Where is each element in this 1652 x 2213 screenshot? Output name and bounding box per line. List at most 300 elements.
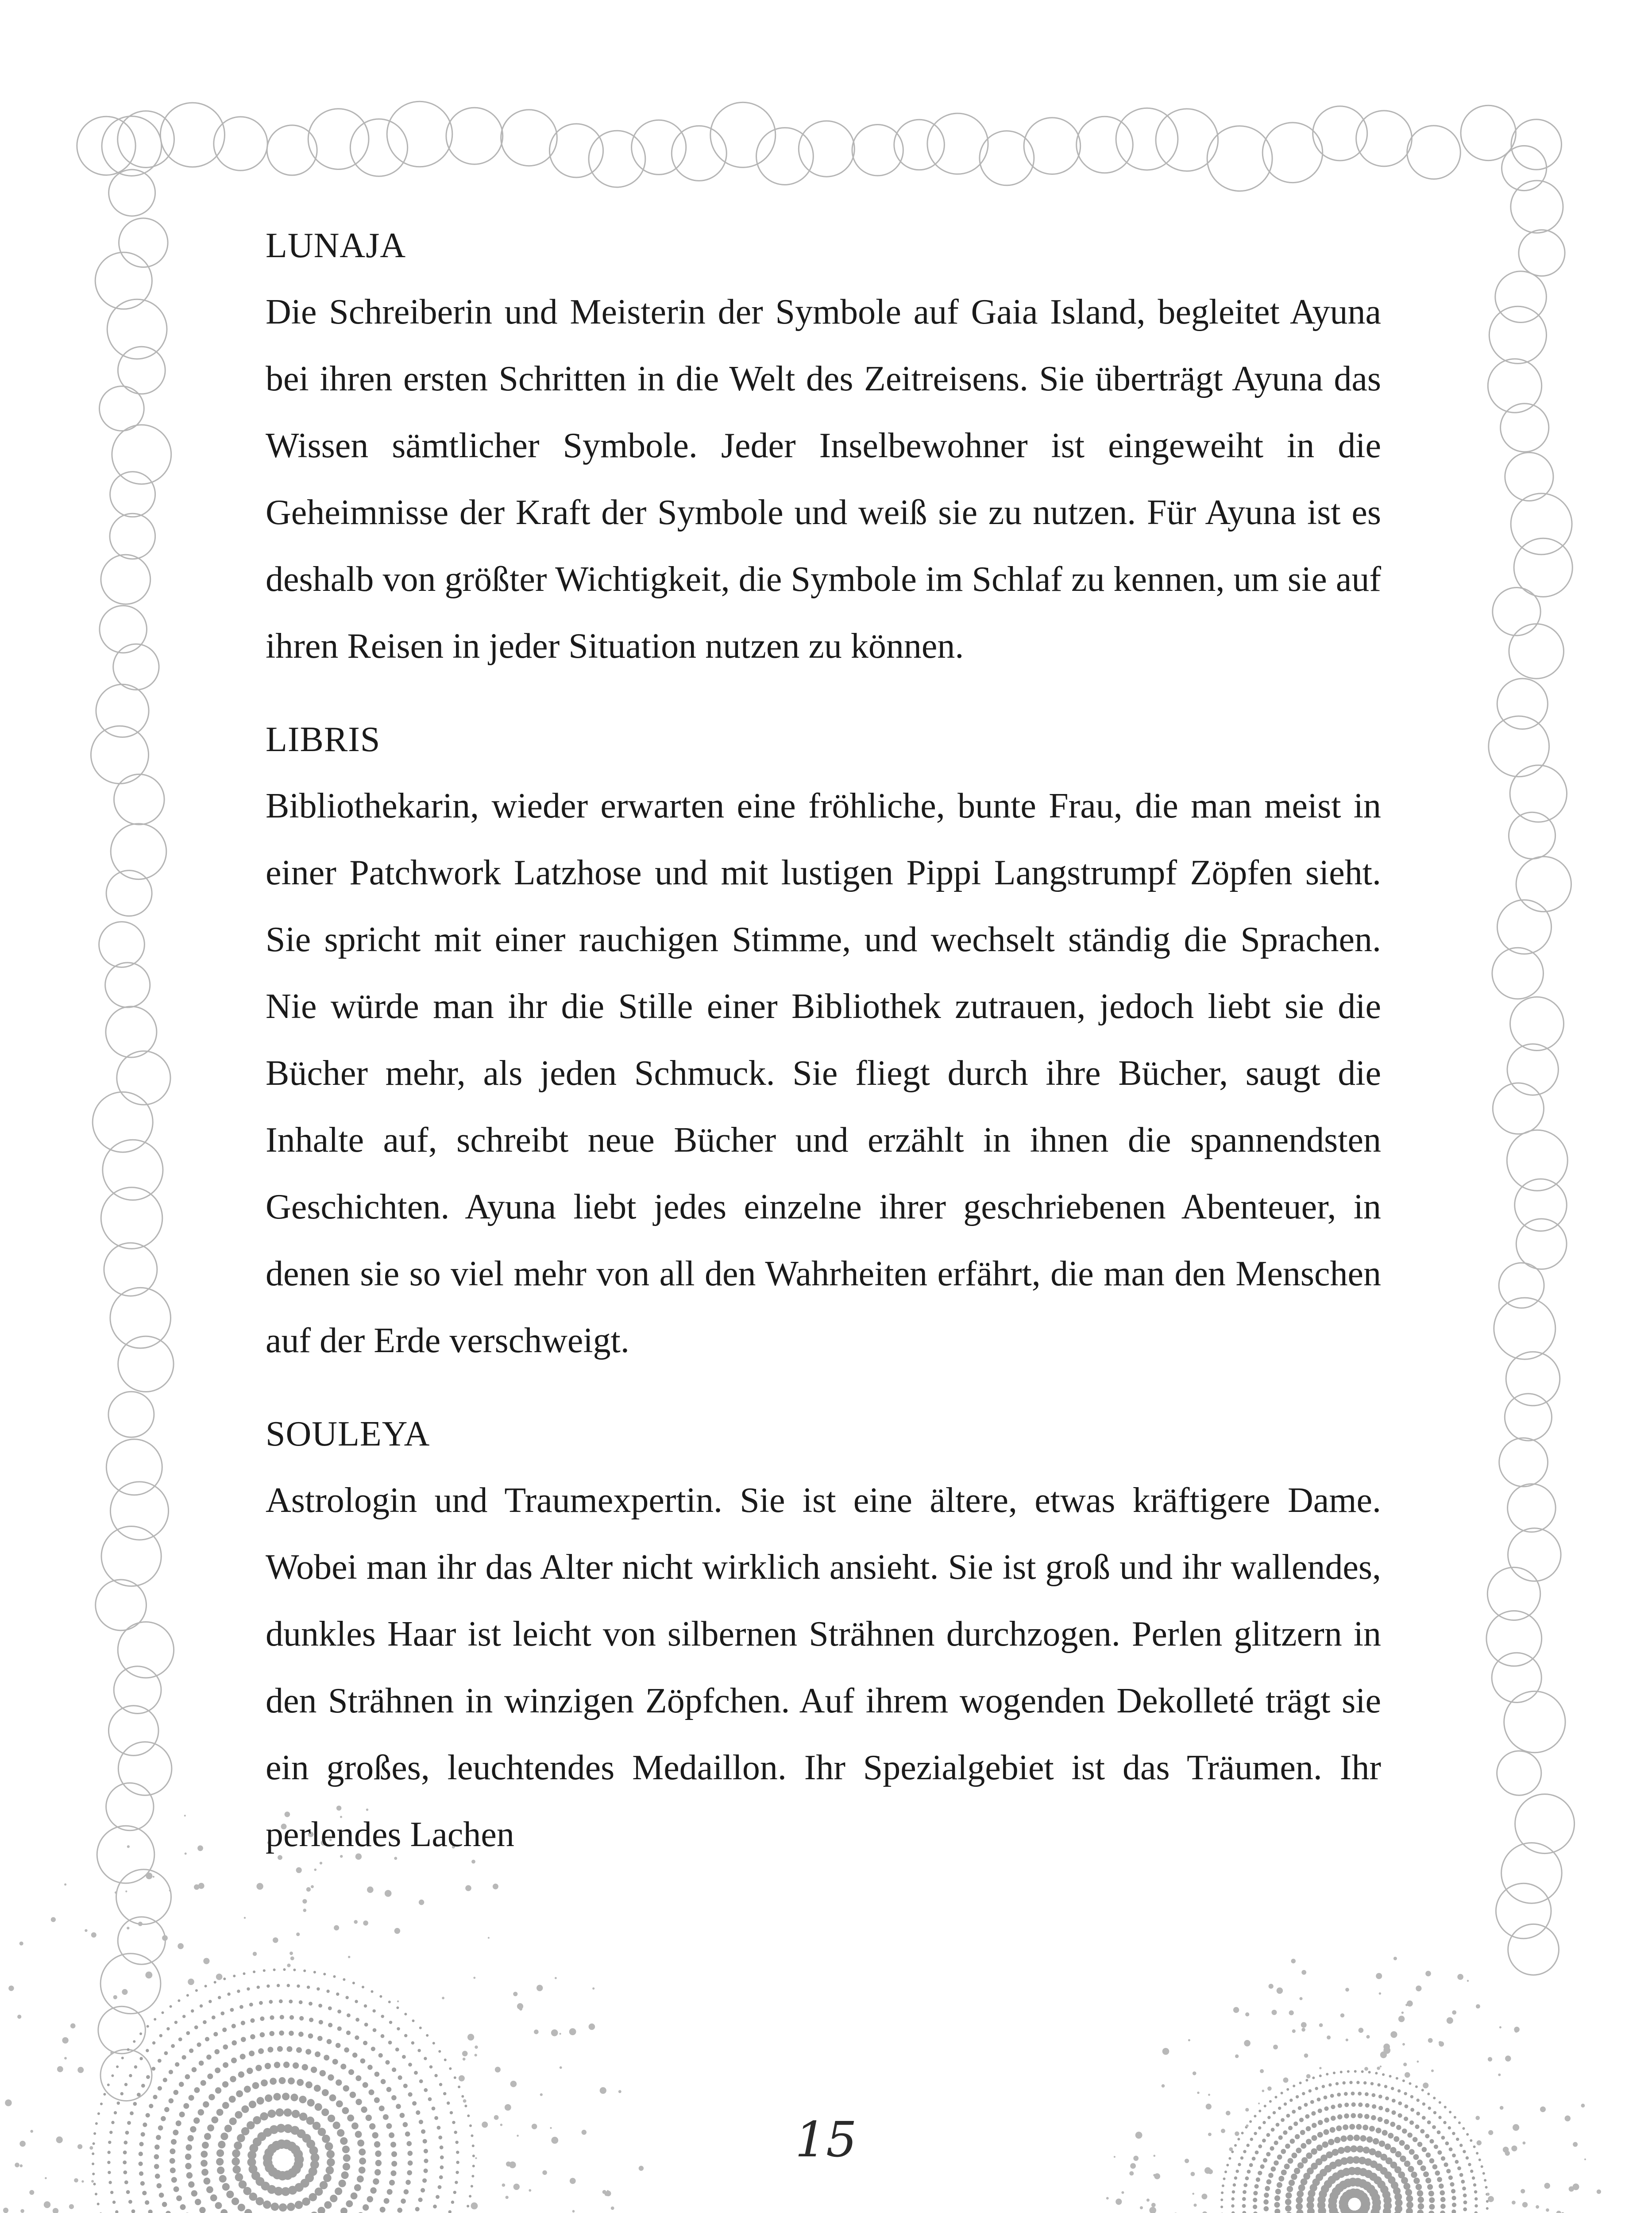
ornament-circle — [506, 2196, 509, 2199]
ornament-circle — [131, 2209, 135, 2213]
ornament-circle — [51, 1917, 56, 1922]
ornament-circle — [1405, 2105, 1409, 2109]
ornament-circle — [354, 1920, 358, 1924]
ornament-circle — [163, 2078, 167, 2082]
ornament-circle — [142, 2191, 147, 2195]
ornament-circle — [116, 2066, 119, 2068]
ornament-circle — [241, 2037, 246, 2042]
ornament-circle — [324, 2201, 332, 2209]
ornament-circle — [1505, 1394, 1552, 1441]
ornament-circle — [127, 1845, 130, 1848]
ornament-circle — [267, 2047, 273, 2052]
ornament-circle — [439, 2083, 442, 2086]
ornament-circle — [1347, 2070, 1350, 2073]
ornament-circle — [1268, 2173, 1274, 2178]
ornament-circle — [501, 110, 557, 166]
ornament-circle — [1361, 2199, 1370, 2209]
ornament-circle — [315, 2051, 320, 2057]
ornament-circle — [355, 2000, 358, 2003]
ornament-circle — [322, 2089, 329, 2096]
ornament-circle — [339, 2180, 346, 2187]
ornament-circle — [374, 2072, 380, 2077]
ornament-circle — [363, 2041, 367, 2045]
ornament-circle — [110, 1288, 171, 1348]
ornament-circle — [417, 2049, 421, 2052]
ornament-circle — [274, 2062, 280, 2068]
ornament-circle — [362, 1986, 364, 1989]
ornament-circle — [1515, 1794, 1575, 1854]
ornament-circle — [257, 1986, 260, 1989]
ornament-circle — [1106, 2197, 1109, 2200]
ornament-circle — [197, 2043, 201, 2047]
ornament-circle — [549, 124, 603, 177]
ornament-circle — [134, 2065, 137, 2068]
ornament-circle — [222, 2183, 230, 2190]
ornament-circle — [178, 1943, 184, 1949]
ornament-circle — [464, 2105, 467, 2107]
ornament-circle — [424, 2057, 427, 2060]
ornament-circle — [1302, 2092, 1305, 2095]
ornament-circle — [1463, 2207, 1467, 2211]
ornament-circle — [1499, 1263, 1544, 1308]
ornament-circle — [1283, 2078, 1289, 2083]
ornament-circle — [1401, 2012, 1404, 2014]
ornament-circle — [1231, 2204, 1234, 2207]
ornament-circle — [1482, 2172, 1485, 2175]
ornament-circle — [133, 2102, 137, 2106]
ornament-circle — [471, 2175, 474, 2178]
ornament-circle — [1221, 2191, 1224, 2194]
ornament-circle — [112, 2201, 116, 2204]
ornament-circle — [155, 2174, 160, 2179]
ornament-circle — [1300, 1997, 1303, 2000]
ornament-circle — [239, 2005, 243, 2009]
ornament-circle — [1231, 2211, 1235, 2213]
ornament-circle — [1277, 2182, 1282, 2188]
ornament-circle — [1220, 2205, 1223, 2208]
ornament-circle — [1344, 2103, 1349, 2107]
ornament-circle — [1556, 2211, 1561, 2213]
ornament-circle — [1285, 2192, 1292, 2198]
ornament-circle — [1375, 2072, 1378, 2074]
ornament-circle — [1391, 2087, 1394, 2090]
ornament-circle — [279, 1999, 283, 2003]
ornament-circle — [174, 2090, 179, 2095]
ornament-circle — [297, 2079, 304, 2086]
ornament-circle — [263, 2201, 271, 2209]
ornament-circle — [91, 1932, 96, 1938]
ornament-circle — [188, 2181, 194, 2187]
ornament-circle — [1236, 2170, 1239, 2173]
ornament-circle — [371, 2047, 375, 2051]
ornament-circle — [309, 2167, 317, 2176]
ornament-circle — [1497, 1751, 1541, 1795]
ornament-circle — [1129, 2171, 1134, 2176]
ornament-circle — [64, 2057, 67, 2059]
ornament-circle — [117, 1051, 170, 1105]
ornament-circle — [1447, 2017, 1453, 2024]
ornament-circle — [1273, 2045, 1278, 2050]
ornament-circle — [1439, 2101, 1441, 2104]
ornament-circle — [317, 2036, 323, 2041]
ornament-circle — [407, 2170, 412, 2175]
ornament-circle — [287, 1984, 290, 1987]
ornament-circle — [146, 2075, 150, 2079]
ornament-circle — [1516, 1219, 1567, 1269]
ornament-circle — [1511, 181, 1563, 233]
ornament-circle — [1385, 2097, 1389, 2101]
ornament-circle — [1393, 1957, 1397, 1960]
ornament-circle — [290, 2093, 298, 2101]
ornament-circle — [207, 2074, 213, 2079]
ornament-circle — [373, 2178, 379, 2185]
ornament-circle — [214, 1981, 216, 1984]
ornament-circle — [53, 2208, 58, 2213]
ornament-circle — [1351, 2102, 1356, 2107]
ornament-circle — [8, 1986, 14, 1991]
ornament-circle — [215, 2087, 221, 2093]
ornament-circle — [1262, 2090, 1265, 2092]
ornament-circle — [1292, 2029, 1296, 2033]
ornament-circle — [388, 2001, 391, 2003]
ornament-circle — [1499, 2026, 1501, 2028]
ornament-circle — [118, 1336, 174, 1392]
ornament-circle — [398, 2075, 402, 2080]
ornament-circle — [606, 2191, 611, 2197]
ornament-circle — [461, 2095, 464, 2098]
ornament-circle — [1188, 2039, 1190, 2041]
ornament-circle — [1398, 2101, 1402, 2105]
ornament-circle — [20, 2209, 24, 2213]
ornament-circle — [179, 2082, 184, 2087]
ornament-circle — [302, 2064, 308, 2070]
ornament-circle — [348, 1956, 350, 1958]
ornament-circle — [189, 2095, 194, 2101]
ornament-circle — [405, 2180, 411, 2185]
ornament-circle — [153, 2095, 157, 2099]
ornament-circle — [1452, 2196, 1456, 2200]
ornament-circle — [133, 2040, 135, 2043]
ornament-circle — [191, 2190, 197, 2197]
ornament-circle — [1489, 716, 1549, 777]
ornament-circle — [147, 2025, 149, 2028]
ornament-circle — [369, 2090, 374, 2095]
ornament-circle — [439, 2175, 443, 2179]
ornament-circle — [1392, 2099, 1396, 2103]
ornament-circle — [192, 2067, 197, 2072]
ornament-circle — [1281, 2092, 1283, 2094]
ornament-circle — [1380, 2066, 1382, 2067]
ornament-circle — [299, 2096, 306, 2103]
ornament-circle — [96, 684, 149, 737]
ornament-circle — [1444, 2106, 1447, 2109]
ornament-circle — [326, 1989, 329, 1993]
ornament-circle — [233, 1975, 235, 1978]
ornament-circle — [162, 2011, 164, 2014]
ornament-circle — [589, 131, 645, 187]
ornament-circle — [100, 386, 144, 431]
ornament-circle — [5, 2099, 12, 2106]
ornament-circle — [1191, 2172, 1195, 2176]
ornament-circle — [381, 2079, 386, 2084]
ornament-circle — [220, 2012, 224, 2016]
ornament-circle — [303, 1908, 307, 1912]
ornament-circle — [442, 1997, 444, 1999]
ornament-circle — [270, 2078, 277, 2085]
ornament-circle — [110, 1482, 168, 1540]
ornament-circle — [1439, 2183, 1444, 2189]
ornament-circle — [357, 2175, 364, 2182]
ornament-circle — [1435, 2171, 1440, 2176]
ornament-circle — [1319, 2074, 1322, 2077]
ornament-circle — [205, 1985, 207, 1987]
ornament-circle — [240, 2054, 246, 2059]
ornament-circle — [1474, 2190, 1477, 2194]
ornament-circle — [1232, 2190, 1235, 2194]
ornament-circle — [589, 2024, 595, 2030]
ornament-circle — [302, 2198, 310, 2206]
ornament-circle — [1324, 2096, 1328, 2100]
ornament-circle — [120, 2092, 124, 2095]
ornament-circle — [469, 2195, 471, 2198]
ornament-circle — [327, 2039, 332, 2044]
ornament-circle — [180, 2204, 186, 2210]
ornament-circle — [296, 1932, 300, 1936]
ornament-circle — [1162, 2084, 1165, 2088]
ornament-circle — [1242, 2197, 1246, 2201]
ornament-circle — [265, 2094, 272, 2102]
ornament-circle — [1440, 2197, 1446, 2202]
ornament-circle — [235, 2173, 243, 2182]
ornament-circle — [1467, 1980, 1469, 1982]
ornament-circle — [102, 116, 162, 176]
ornament-circle — [513, 1992, 517, 1996]
ornament-circle — [64, 1883, 66, 1885]
ornament-circle — [1361, 2070, 1364, 2073]
ornament-circle — [3, 2208, 8, 2213]
ornament-circle — [1501, 1843, 1562, 1904]
ornament-circle — [1222, 2185, 1224, 2187]
ornament-circle — [411, 2041, 414, 2044]
ornament-circle — [618, 2090, 621, 2093]
ornament-circle — [1358, 2092, 1362, 2096]
ornament-circle — [419, 2027, 422, 2029]
ornament-circle — [195, 1989, 198, 1992]
ornament-circle — [1390, 2031, 1397, 2038]
ornament-circle — [367, 2065, 373, 2070]
ornament-circle — [467, 2034, 474, 2040]
ornament-circle — [397, 2027, 400, 2030]
ornament-circle — [1422, 2102, 1425, 2105]
ornament-circle — [1266, 2179, 1272, 2185]
ornament-circle — [453, 2191, 456, 2194]
ornament-circle — [127, 1927, 129, 1929]
ornament-circle — [307, 1986, 310, 1989]
section-body: Astrologin und Traumexpertin. Sie ist eine ältere, etwas kräftigere Dame. Wobei man ihr das Alter nicht wirklich ansieht. Sie ist groß und ihr wallendes, dunkles Haar ist leicht von silbernen Strähnen durchzogen. Perlen glitzern in den Strähnen in winzigen Zöpfchen. Auf ihrem wogenden Dekolleté trägt sie ein großes, leuchtendes Medaillon. Ihr Spezialgebiet ist das Träumen. Ihr perlendes Lachen — [266, 1481, 1381, 1854]
ornament-circle — [178, 2037, 182, 2041]
ornament-circle — [70, 2023, 76, 2028]
ornament-circle — [1235, 2055, 1239, 2058]
ornament-circle — [149, 2104, 153, 2108]
ornament-circle — [185, 1853, 187, 1855]
ornament-circle — [1274, 2209, 1280, 2213]
ornament-circle — [1493, 588, 1540, 636]
ornament-circle — [1337, 2093, 1341, 2097]
ornament-circle — [1313, 106, 1367, 161]
ornament-circle — [1439, 2041, 1442, 2044]
ornament-circle — [1263, 2199, 1269, 2205]
ornament-circle — [188, 1978, 194, 1985]
ornament-circle — [1451, 2209, 1456, 2213]
ornament-circle — [194, 2087, 200, 2093]
ornament-circle — [1405, 2189, 1412, 2196]
ornament-circle — [250, 2018, 255, 2023]
ornament-circle — [336, 2079, 342, 2086]
ornament-circle — [1277, 1987, 1283, 1993]
ornament-circle — [1509, 624, 1564, 679]
ornament-circle — [1305, 2079, 1308, 2082]
ornament-circle — [17, 2015, 21, 2019]
ornament-circle — [1437, 2177, 1442, 2182]
ornament-circle — [238, 2071, 244, 2078]
ornament-circle — [257, 2097, 264, 2105]
ornament-circle — [1193, 2204, 1197, 2207]
ornament-circle — [1245, 2176, 1249, 2180]
ornament-circle — [1338, 2103, 1342, 2108]
ornament-circle — [459, 2075, 465, 2082]
ornament-circle — [408, 2063, 412, 2066]
ornament-circle — [183, 2103, 189, 2109]
ornament-circle — [1349, 2081, 1352, 2084]
ornament-circle — [309, 2002, 313, 2006]
ornament-circle — [387, 101, 452, 167]
ornament-circle — [355, 2036, 359, 2040]
ornament-circle — [401, 2198, 406, 2204]
ornament-circle — [1327, 2036, 1331, 2040]
ornament-circle — [1415, 2086, 1418, 2088]
ornament-circle — [169, 2098, 174, 2104]
ornament-circle — [1402, 2079, 1405, 2082]
ornament-circle — [298, 2032, 304, 2037]
ornament-circle — [103, 1140, 163, 1200]
ornament-circle — [1274, 2195, 1280, 2201]
ornament-circle — [126, 2190, 130, 2194]
ornament-circle — [1411, 2172, 1417, 2178]
ornament-circle — [1247, 2170, 1251, 2174]
ornament-circle — [332, 2059, 338, 2065]
ornament-circle — [124, 2083, 127, 2086]
ornament-circle — [1474, 2197, 1478, 2200]
ornament-circle — [1536, 2205, 1539, 2209]
ornament-circle — [449, 2067, 452, 2070]
ornament-circle — [1509, 812, 1555, 859]
ornament-circle — [194, 2025, 198, 2029]
ornament-circle — [215, 2202, 222, 2209]
ornament-circle — [1275, 2189, 1281, 2194]
ornament-circle — [434, 2074, 437, 2077]
ornament-circle — [215, 2067, 220, 2073]
ornament-circle — [324, 2055, 329, 2061]
ornament-circle — [355, 2099, 362, 2105]
ornament-circle — [175, 2062, 179, 2066]
ornament-circle — [1500, 2106, 1504, 2110]
ornament-circle — [1521, 2189, 1525, 2194]
ornament-circle — [170, 2167, 176, 2173]
ornament-circle — [447, 2101, 450, 2105]
ornament-circle — [397, 2208, 402, 2213]
ornament-circle — [336, 1993, 339, 1996]
ornament-circle — [475, 2046, 478, 2049]
ornament-circle — [380, 2207, 386, 2213]
ornament-circle — [1294, 2168, 1300, 2174]
ornament-circle — [1253, 2198, 1257, 2202]
ornament-circle — [463, 2099, 467, 2103]
ornament-circle — [1146, 2198, 1150, 2201]
ornament-circle — [600, 2087, 606, 2094]
ornament-circle — [1285, 2199, 1291, 2205]
ornament-circle — [62, 2037, 68, 2043]
ornament-circle — [318, 2207, 325, 2213]
ornament-circle — [287, 1964, 290, 1967]
ornament-circle — [323, 1973, 326, 1975]
ornament-circle — [1417, 2099, 1420, 2102]
ornament-circle — [381, 2015, 384, 2018]
ornament-circle — [110, 2191, 113, 2194]
ornament-circle — [1403, 2063, 1407, 2066]
ornament-circle — [213, 2032, 218, 2036]
ornament-circle — [1417, 2209, 1424, 2213]
ornament-circle — [350, 2092, 356, 2098]
ornament-circle — [106, 1006, 157, 1057]
ornament-circle — [1428, 2038, 1433, 2043]
ornament-circle — [419, 1900, 424, 1905]
ornament-circle — [289, 1951, 293, 1955]
ornament-circle — [1242, 2204, 1246, 2208]
ornament-circle — [186, 2172, 193, 2178]
ornament-circle — [360, 2059, 366, 2064]
ornament-circle — [1312, 2077, 1315, 2079]
ornament-circle — [473, 1977, 475, 1979]
ornament-circle — [305, 2049, 311, 2055]
ornament-circle — [176, 2195, 182, 2201]
ornament-circle — [414, 2071, 418, 2075]
ornament-circle — [302, 1899, 307, 1904]
section-souleya — [266, 1401, 1381, 1868]
ornament-circle — [1326, 2073, 1328, 2075]
ornament-circle — [287, 2046, 293, 2052]
ornament-circle — [408, 2092, 413, 2097]
ornament-circle — [1297, 2190, 1304, 2198]
ornament-circle — [158, 2059, 162, 2063]
ornament-circle — [444, 2059, 447, 2061]
ornament-circle — [104, 1243, 157, 1296]
ornament-circle — [1440, 2190, 1445, 2196]
ornament-circle — [1440, 2210, 1445, 2213]
ornament-circle — [1488, 2196, 1494, 2202]
ornament-circle — [1450, 2182, 1454, 2186]
ornament-circle — [277, 1984, 280, 1987]
ornament-circle — [403, 2084, 408, 2088]
ornament-circle — [1281, 2170, 1287, 2175]
ornament-circle — [1397, 2089, 1401, 2092]
ornament-circle — [1220, 2198, 1223, 2201]
ornament-circle — [1440, 2204, 1446, 2209]
ornament-circle — [1306, 2074, 1311, 2078]
ornament-circle — [1497, 679, 1548, 729]
ornament-circle — [171, 2044, 175, 2048]
ornament-circle — [74, 2178, 78, 2182]
ornament-circle — [572, 2210, 575, 2213]
